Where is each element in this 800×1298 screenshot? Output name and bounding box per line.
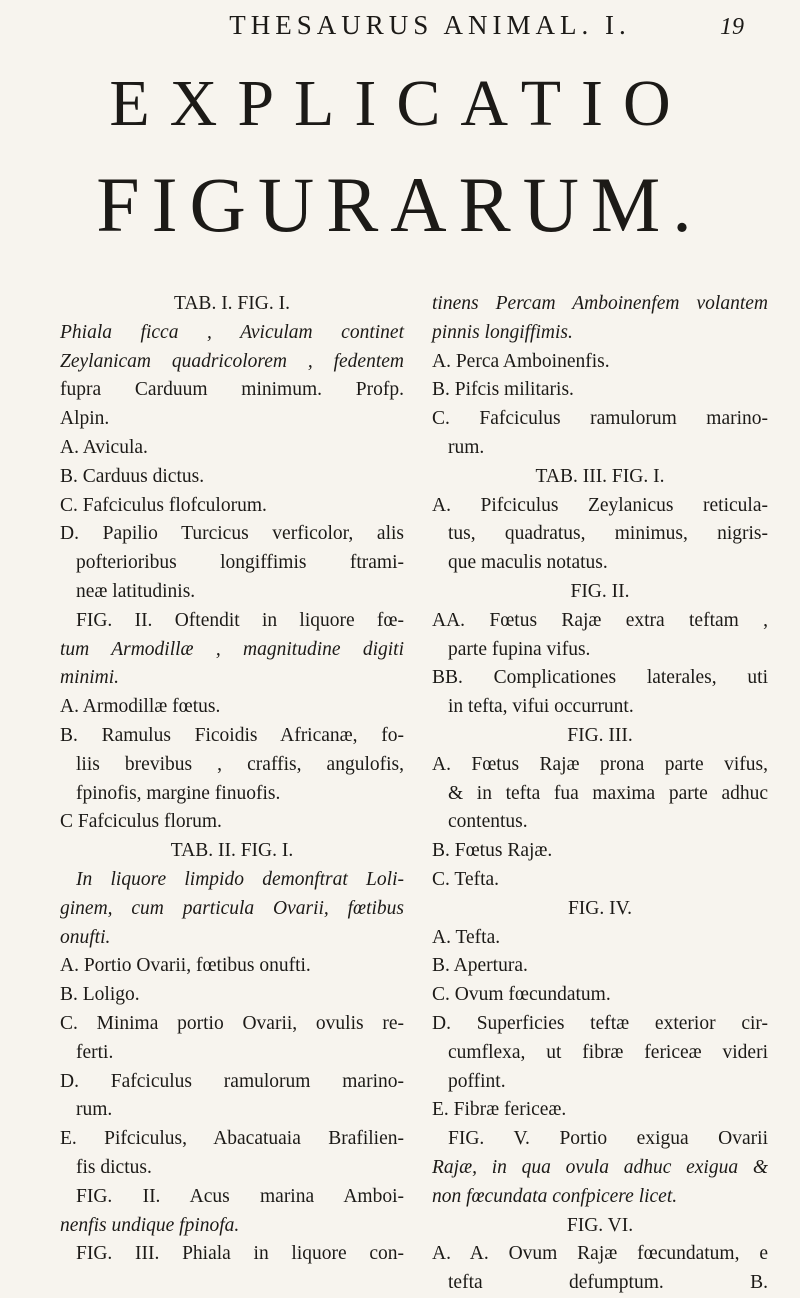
right-column-line: B. Apertura. — [432, 955, 528, 977]
left-column-line: nenfis undique fpinofa. — [60, 1214, 240, 1236]
right-column-line: tinens Percam Amboinenfem volantem — [432, 293, 768, 314]
left-column-line: A. Portio Ovarii, fœtibus onufti. — [60, 955, 311, 977]
left-column-line: B. Loligo. — [60, 984, 140, 1006]
right-column-line: rum. — [448, 436, 485, 458]
right-column-line: Rajæ, in qua ovula adhuc exigua & — [432, 1156, 768, 1178]
left-column-line: FIG. III. Phiala in liquore con- — [76, 1243, 404, 1265]
right-column-line: FIG. II. — [570, 580, 630, 602]
right-column-line: poffint. — [448, 1070, 506, 1092]
left-column-line: neæ latitudinis. — [76, 580, 196, 602]
left-column-line: D. Fafciculus ramulorum marino- — [60, 1070, 404, 1092]
right-column-line: parte fupina vifus. — [448, 638, 591, 660]
left-column-line: ginem, cum particula Ovarii, fœtibus — [60, 897, 404, 919]
left-column-line: E. Pifciculus, Abacatuaia Brafilien- — [60, 1128, 404, 1150]
right-column-line: A. Pifciculus Zeylanicus reticula- — [432, 494, 768, 516]
left-column-line: C Fafciculus florum. — [60, 811, 222, 833]
right-column-line: B. Fœtus Rajæ. — [432, 840, 553, 862]
right-column-line: non fœcundata confpicere licet. — [432, 1185, 678, 1207]
left-column-line: TAB. I. FIG. I. — [174, 293, 290, 314]
right-column-line: C. Tefta. — [432, 868, 500, 890]
title-explicatio: EXPLICATIO — [109, 67, 691, 140]
left-column-line: pofterioribus longiffimis ftrami- — [76, 552, 404, 574]
right-column-line: contentus. — [448, 811, 528, 833]
left-column-line: fupra Carduum minimum. Profp. — [60, 379, 404, 401]
title-figurarum: FIGURARUM. — [96, 161, 704, 248]
right-column-line: in tefta, vifui occurrunt. — [448, 696, 634, 718]
left-column-line: A. Armodillæ fœtus. — [60, 696, 221, 718]
right-column-line: B. Pifcis militaris. — [432, 379, 574, 401]
left-column-line: FIG. II. Acus marina Amboi- — [76, 1185, 404, 1207]
left-column-line: C. Minima portio Ovarii, ovulis re- — [60, 1012, 404, 1034]
left-column-line: In liquore limpido demonftrat Loli- — [76, 868, 404, 890]
right-column-line: FIG. VI. — [566, 1214, 634, 1236]
left-column — [60, 290, 404, 1269]
right-column-line: que maculis notatus. — [448, 552, 608, 574]
left-column-line: A. Avicula. — [60, 436, 148, 458]
left-column-line: tum Armodillæ , magnitudine digiti — [60, 638, 404, 660]
right-column-line: TAB. III. FIG. I. — [535, 465, 665, 487]
right-column-line: A. Perca Amboinenfis. — [432, 350, 610, 372]
left-column-line: rum. — [76, 1099, 113, 1121]
right-column-line: pinnis longiffimis. — [432, 321, 573, 343]
left-column-line: fpinofis, margine finuofis. — [76, 782, 281, 804]
left-column-line: D. Papilio Turcicus verficolor, alis — [60, 523, 404, 545]
right-column-line: BB. Complicationes laterales, uti — [432, 667, 768, 689]
right-column-line: FIG. III. — [567, 724, 633, 746]
left-column-line: ferti. — [76, 1041, 114, 1063]
left-column-line: liis brevibus , craffis, angulofis, — [76, 753, 404, 775]
page-number: 19 — [720, 14, 744, 40]
left-column-line: TAB. II. FIG. I. — [170, 840, 294, 862]
left-column-line: Zeylanicam quadricolorem , fedentem — [60, 350, 404, 372]
left-column-line: FIG. II. Oftendit in liquore fœ- — [76, 609, 404, 631]
left-column-line: Phiala ficca , Aviculam continet — [60, 321, 404, 343]
left-column-line: B. Carduus dictus. — [60, 465, 205, 487]
right-column-line: & in tefta fua maxima parte adhuc — [448, 782, 768, 804]
right-column-line: E. Fibræ fericeæ. — [432, 1099, 567, 1121]
running-head: THESAURUS ANIMAL. I. — [229, 10, 631, 40]
right-column-line: FIG. V. Portio exigua Ovarii — [448, 1128, 768, 1150]
left-column-line: C. Fafciculus flofculorum. — [60, 494, 267, 516]
right-column-line: C. Ovum fœcundatum. — [432, 984, 611, 1006]
left-column-line: onufti. — [60, 926, 111, 948]
right-column-line: AA. Fœtus Rajæ extra teftam , — [432, 609, 768, 631]
left-column-line: minimi. — [60, 667, 120, 689]
right-column — [432, 290, 768, 1298]
left-column-line: fis dictus. — [76, 1156, 152, 1178]
right-column-line: tefta defumptum. B. — [448, 1272, 768, 1294]
right-column-line: cumflexa, ut fibræ fericeæ videri — [448, 1041, 768, 1063]
right-column-line: D. Superficies teftæ exterior cir- — [432, 1012, 768, 1034]
right-column-line: tus, quadratus, minimus, nigris- — [448, 523, 768, 545]
right-column-line: FIG. IV. — [567, 897, 633, 919]
right-column-line: A. Fœtus Rajæ prona parte vifus, — [432, 753, 768, 775]
right-column-line: A. A. Ovum Rajæ fœcundatum, e — [432, 1243, 768, 1265]
right-column-line: C. Fafciculus ramulorum marino- — [432, 408, 768, 430]
left-column-line: B. Ramulus Ficoidis Africanæ, fo- — [60, 724, 404, 746]
right-column-line: A. Tefta. — [432, 926, 501, 948]
left-column-line: Alpin. — [60, 408, 110, 430]
